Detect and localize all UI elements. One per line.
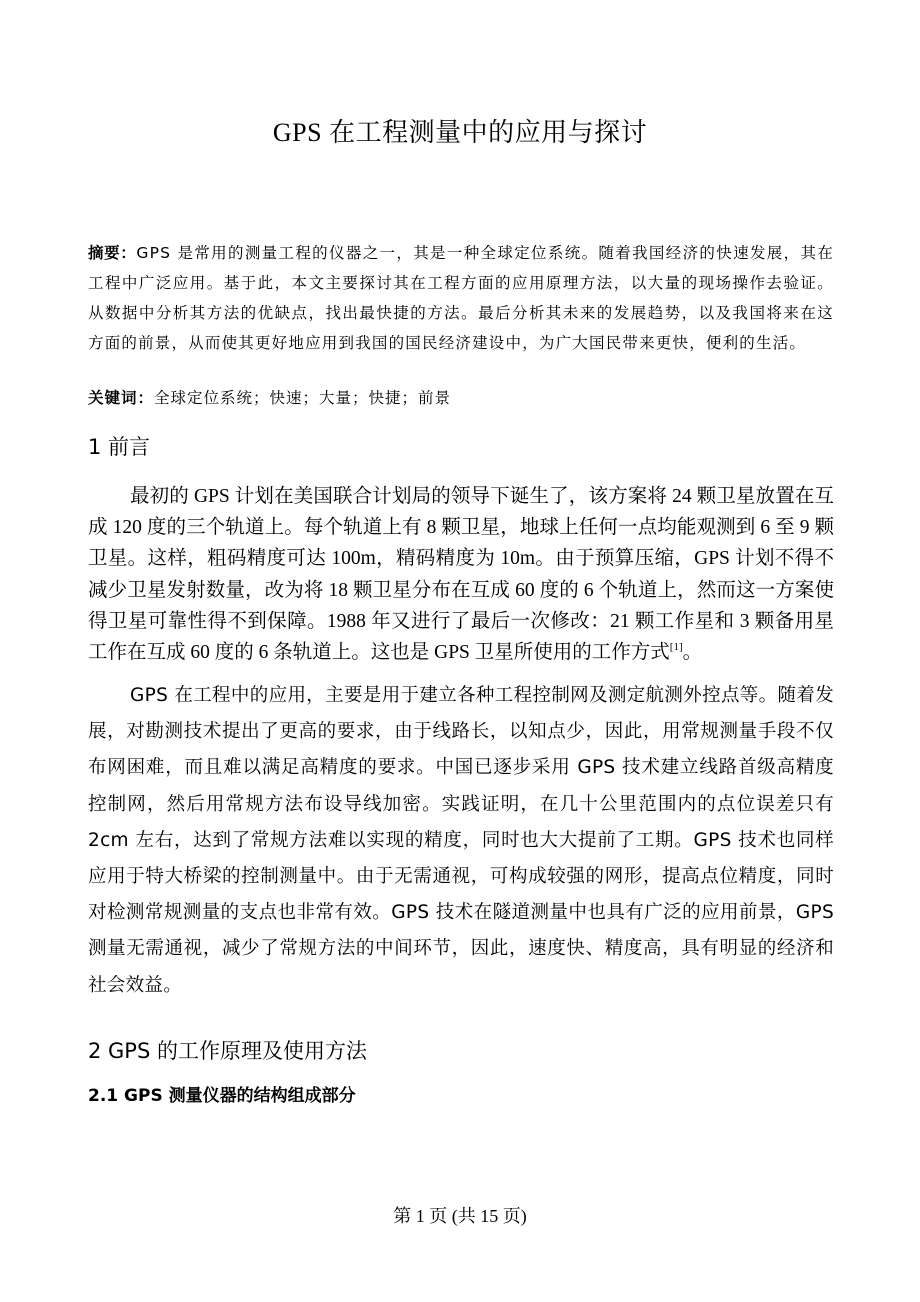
keywords bbox=[88, 384, 834, 412]
keywords-label: 关键词： bbox=[88, 389, 155, 407]
abstract bbox=[88, 238, 834, 358]
section-1-paragraph-2: GPS 在工程中的应用，主要是用于建立各种工程控制网及测定航测外控点等。随着发展，对勘测技术提出了更高的要求，由于线路长，以知点少，因此，用常规测量手段不仅布网困难，而且难以满足高精度的要求。中国已逐步采用 GPS 技术建立线路首级高精度控制网，然后用常规方法布设导线加密。实践证明，在几十公里范围内的点位误差只有 2cm 左右，达到了常规方法难以实现的精度，同时也大大提前了工期。GPS 技术也同样应用于特大桥梁的控制测量中。由于无需通视，可构成较强的网形，提高点位精度，同时对检测常规测量的支点也非常有效。GPS 技术在隧道测量中也具有广泛的应用前景，GPS 测量无需通视，减少了常规方法的中间环节，因此，速度快、精度高，具有明显的经济和社会效益。 bbox=[88, 685, 834, 996]
section-2-1-heading: 2.1 GPS 测量仪器的结构组成部分 bbox=[88, 1086, 356, 1106]
keywords-text: 全球定位系统；快速；大量；快捷；前景 bbox=[154, 389, 452, 407]
section-2-heading: 2 GPS 的工作原理及使用方法 bbox=[88, 1039, 367, 1063]
page-footer: 第 1 页 (共 15 页) bbox=[393, 1206, 527, 1226]
paragraph-1-text: 最初的 GPS 计划在美国联合计划局的领导下诞生了，该方案将 24 颗卫星放置在互成 120 度的三个轨道上。每个轨道上有 8 颗卫星，地球上任何一点均能观测到 6 至 9 颗卫星。这样，粗码精度可达 100m，精码精度为 10m。由于预算压缩，GPS 计划不得不减少卫星发射数量，改为将 18 颗卫星分布在互成 60 度的 6 个轨道上，然而这一方案使得卫星可靠性得不到保障。1988 年又进行了最后一次修改：21 颗工作星和 3 颗备用星工作在互成 60 度的 6 条轨道上。这也是 GPS 卫星所使用的工作方式 bbox=[88, 486, 834, 664]
abstract-label: 摘要： bbox=[88, 244, 137, 262]
section-1-heading: 1 前言 bbox=[88, 435, 151, 459]
abstract-text: GPS 是常用的测量工程的仪器之一，其是一种全球定位系统。随着我国经济的快速发展，其在工程中广泛应用。基于此，本文主要探讨其在工程方面的应用原理方法，以大量的现场操作去验证。从数据中分析其方法的优缺点，找出最快捷的方法。最后分析其未来的发展趋势，以及我国将来在这方面的前景，从而使其更好地应用到我国的国民经济建设中，为广大国民带来更快，便利的生活。 bbox=[88, 244, 834, 352]
paragraph-1-end: 。 bbox=[682, 642, 703, 664]
document-title: GPS 在工程测量中的应用与探讨 bbox=[272, 118, 648, 147]
section-1-paragraph-1 bbox=[88, 481, 834, 668]
citation-ref: [1] bbox=[669, 641, 683, 654]
